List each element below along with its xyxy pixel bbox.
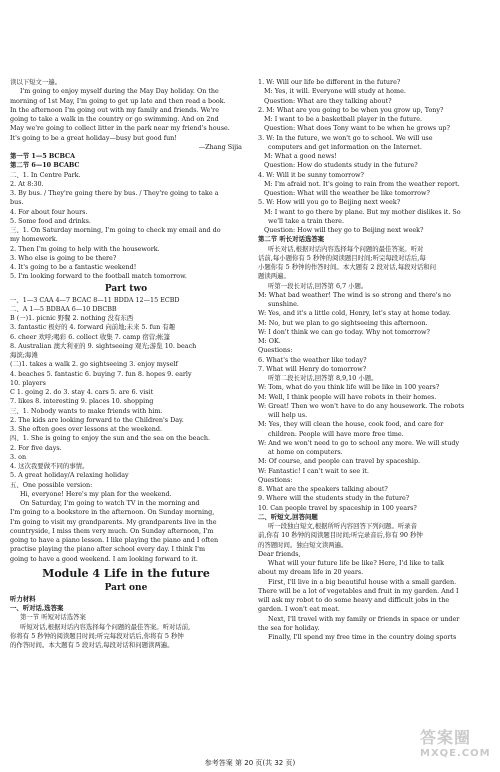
text-line: 8. What are the speakers talking about? xyxy=(258,485,388,493)
page-footer: 参考答案 第 20 页(共 32 页) xyxy=(204,759,296,767)
text-line: bus. xyxy=(10,198,24,207)
text-line: 听第二段长对话,回答第 8,9,10 小题。 xyxy=(268,374,378,382)
text-line: I'm going to visit my grandparents. My grandparents live in the xyxy=(10,517,217,526)
text-line: First, I'll live in a big beautiful house with a small garden. xyxy=(268,577,457,586)
text-line: 4. It's going to be a fantastic weekend! xyxy=(10,263,137,271)
module-heading: Module 4 Life in the future xyxy=(42,566,210,580)
text-line: Question: How will they go to Beijing next week? xyxy=(264,226,424,234)
text-line: 4. For about four hours. xyxy=(10,207,88,216)
text-line: 4. W: Will it be sunny tomorrow? xyxy=(258,170,364,179)
text-line: 5. W: How will you go to Beijing next week? xyxy=(258,198,401,207)
right-column xyxy=(258,78,490,642)
text-line: Finally, I'll spend my free time in the country doing sports xyxy=(268,633,457,641)
text-line: M: Well, I think people will have robots in their homes. xyxy=(258,392,437,401)
text-line: 2. The kids are looking forward to the Children's Day. xyxy=(10,415,184,424)
text-line: 你将有 5 秒钟的阅读题目时间;听完每段对话后,你将有 5 秒钟 xyxy=(10,631,184,640)
text-line: computers and get information on the Internet. xyxy=(268,142,422,151)
text-line: 小题你有 5 秒钟的作答时间。本大题有 2 段对话,每段对话和问 xyxy=(258,263,437,271)
text-line: 2. For five days. xyxy=(10,443,62,452)
text-line: 三、1. On Saturday morning, I'm going to check my email and do xyxy=(10,226,221,234)
text-line: 10. players xyxy=(10,378,46,387)
text-line: 的答题时间。独白短文读两遍。 xyxy=(258,540,348,549)
text-line: 3. W: In the future, we won't go to school. We will use xyxy=(258,133,433,142)
text-line: M: I'm afraid not. It's going to rain from the weather report. xyxy=(264,179,460,188)
text-line: Next, I'll travel with my family or friends in space or under xyxy=(268,614,460,623)
text-line: Dear friends, xyxy=(258,549,301,558)
text-line: 听短对话,根据对话内容选择每个问题的最佳答案。听对话前, xyxy=(20,622,191,631)
text-line: 一、听对话,选答案 xyxy=(10,604,64,612)
text-line: 三、1. Nobody wants to make friends with him. xyxy=(10,406,163,415)
text-line: —Zhang Sijia xyxy=(198,142,242,151)
text-line: 2. M: What are you going to be when you grow up, Tony? xyxy=(258,105,444,114)
text-line: 6. What's the weather like today? xyxy=(258,355,367,364)
text-line: M: I want to be a basketball player in the future. xyxy=(264,115,423,123)
text-line: 听一段独白短文,根据所听内容回答下列问题。听录音 xyxy=(268,522,418,530)
text-line: What will your future life be like? Here, I'd like to talk xyxy=(268,559,444,567)
text-line: my homework. xyxy=(10,235,58,244)
text-line: 3. She often goes over lessons at the weekend. xyxy=(10,425,162,433)
text-line: 5. Some food and drinks. xyxy=(10,216,91,225)
text-line: morning of 1st May, I'm going to get up late and then read a book. xyxy=(10,96,226,105)
text-line: 8. Australian 澳大利亚的 9. sightseeing 观光;游览 10. beach xyxy=(10,341,197,350)
text-line: M: No, but we plan to go sightseeing this afternoon. xyxy=(258,318,428,327)
text-line: 3. fantastic 极好的 4. forward 向前地;未来 5. fun 有趣 xyxy=(10,323,176,332)
text-line: 第一节 听短对话选答案 xyxy=(20,613,86,622)
text-line: 一、1—3 CAA 4—7 BCAC 8—11 BDDA 12—15 ECBD xyxy=(10,295,180,304)
text-line: May we're going to collect litter in the park near my friend's house. xyxy=(10,124,230,133)
text-line: 5. A great holiday/A relaxing holiday xyxy=(10,471,129,480)
text-line: 读以下短文一遍。 xyxy=(10,78,62,86)
text-line: M: What bad weather! The wind is so strong and there's no xyxy=(258,290,451,299)
part-heading: Part two xyxy=(104,283,148,294)
text-line: I'm going to a bookstore in the afternoon. On Sunday morning, xyxy=(10,508,215,517)
text-line: M: What a good news! xyxy=(264,152,337,160)
text-line: 听力材料 xyxy=(10,594,36,603)
text-line: 听长对话,根据对话内容选择每个问题的最佳答案。听对 xyxy=(268,244,424,253)
text-line: 1. W: Will our life be different in the future? xyxy=(258,78,401,86)
text-line: 4. beaches 5. fantastic 6. buying 7. fun 8. hopes 9. early xyxy=(10,369,192,378)
text-line: 2. At 8:30. xyxy=(10,179,44,188)
text-line: 四、1. She is going to enjoy the sun and the sea on the beach. xyxy=(10,434,210,443)
text-line: 3. Who else is going to be there? xyxy=(10,253,117,262)
text-line: 二、听短文,回答问题 xyxy=(258,512,318,521)
text-line: 第一节 1—5 BCBCA xyxy=(10,152,76,160)
text-line: Question: What are they talking about? xyxy=(264,96,392,105)
text-line: 听第一段长对话,回答第 6,7 小题。 xyxy=(268,281,368,290)
watermark-url: MXQE.COM xyxy=(420,748,491,759)
text-line: M: Yes, it will. Everyone will study at home. xyxy=(264,87,406,96)
text-line: sunshine. xyxy=(268,300,299,308)
text-line: 3. By bus. / They're going there by bus. / They're going to take a xyxy=(10,189,219,197)
text-line: will help us. xyxy=(268,411,308,419)
text-line: 二、1. In Centre Park. xyxy=(10,170,81,179)
text-line: 第二节 听长对话选答案 xyxy=(258,235,325,244)
text-line: M: Yes, they will clean the house, cook food, and care for xyxy=(258,420,444,429)
text-line: There will be a lot of vegetables and fruit in my garden. And I xyxy=(258,586,459,595)
text-line: Question: What will the weather be like tomorrow? xyxy=(264,189,430,197)
text-line: practise playing the piano after school every day. I think I'm xyxy=(10,545,206,554)
text-line: C 1. going 2. do 3. stay 4. cars 5. are 6. visit xyxy=(10,388,154,396)
text-line: Questions: xyxy=(258,346,293,355)
text-line: 9. Where will the students study in the future? xyxy=(258,494,410,503)
text-line: W: I don't think we can go today. Why not tomorrow? xyxy=(258,327,430,336)
text-line: children. People will have more free time. xyxy=(268,429,404,438)
text-line: will ask my robot to do some heavy and difficult jobs in the xyxy=(258,596,450,604)
text-line: It's going to be a great holiday—busy but good fun! xyxy=(10,133,177,142)
text-line: 3. on xyxy=(10,452,27,461)
answer-key-page xyxy=(10,78,490,754)
text-line: M: I want to go there by plane. But my mother dislikes it. So xyxy=(264,207,461,216)
text-line: 5. I'm looking forward to the football match tomorrow. xyxy=(10,272,187,281)
text-line: garden. I won't eat meat. xyxy=(258,605,340,614)
text-line: 五、One possible version: xyxy=(10,480,93,489)
text-line: going to have a piano lesson. I like playing the piano and I often xyxy=(10,536,219,544)
watermark-logo xyxy=(420,728,500,772)
text-line: W: And we won't need to go to school any more. We will study xyxy=(258,438,460,447)
text-line: 4. 这次我要做不同的事情。 xyxy=(10,462,89,470)
text-line: Hi, everyone! Here's my plan for the weekend. xyxy=(20,489,172,498)
text-line: 7. What will Henry do tomorrow? xyxy=(258,364,367,373)
text-line: B (一)1. picnic 野餐 2. nothing 没有东西 xyxy=(10,314,134,322)
text-line: W: Fantastic! I can't wait to see it. xyxy=(258,466,369,475)
text-line: 二、A 1—5 BDBAA 6—10 DBCBB xyxy=(10,304,117,313)
text-line: Questions: xyxy=(258,475,293,484)
part-heading: Part one xyxy=(104,582,148,593)
left-column xyxy=(10,78,242,650)
text-line: 2. Then I'm going to help with the housework. xyxy=(10,244,160,253)
watermark-text: 答案圈 xyxy=(420,728,472,747)
text-line: about my dream life in 20 years. xyxy=(258,568,364,577)
text-line: M: Of course, and people can travel by spaceship. xyxy=(258,457,421,466)
text-line: 前,你有 10 秒钟的阅读题目时间;听完录音后,你有 90 秒钟 xyxy=(258,531,423,540)
text-line: 题读两遍。 xyxy=(258,272,290,281)
text-line: In the afternoon I'm going out with my family and friends. We're xyxy=(10,105,220,114)
text-line: 7. likes 8. interesting 9. places 10. shopping xyxy=(10,397,154,406)
text-line: we'll take a train there. xyxy=(268,216,344,225)
text-line: 第二节 6—10 BCABC xyxy=(10,161,80,170)
text-line: 10. Can people travel by spaceship in 100 years? xyxy=(258,503,417,512)
text-line: Question: What does Tony want to be when he grows up? xyxy=(264,124,450,133)
text-line: Question: How do students study in the future? xyxy=(264,161,418,170)
text-line: On Saturday, I'm going to watch TV in the morning and xyxy=(20,499,200,507)
text-line: at home on computers. xyxy=(268,448,343,456)
text-line: W: Yes, and it's a little cold, Henry, let's stay at home today. xyxy=(258,309,451,318)
text-line: (二)1. takes a walk 2. go sightseeing 3. enjoy myself xyxy=(10,360,178,369)
text-line: countryside, I miss them very much. On Sunday afternoon, I'm xyxy=(10,526,214,535)
text-line: 的作答时间。本大题有 5 段对话,每段对话和问题读两遍。 xyxy=(10,641,174,649)
text-line: W: Great! Then we won't have to do any housework. The robots xyxy=(258,401,465,410)
text-line: the sea for holiday. xyxy=(258,623,320,632)
text-line: going to take a walk in the country or go swimming. And on 2nd xyxy=(10,115,219,123)
text-line: 话前,每小题你有 5 秒钟的阅读题目时间;听完每段对话后,每 xyxy=(258,253,426,262)
text-line: M: OK. xyxy=(258,337,281,345)
text-line: I'm going to enjoy myself during the May Day holiday. On the xyxy=(20,87,219,96)
text-line: 海滨;海滩 xyxy=(10,351,38,359)
text-line: W: Tom, what do you think life will be like in 100 years? xyxy=(258,383,440,392)
text-line: 6. cheer 欢呼;喝彩 6. collect 收集 7. camp 宿营;帐篷 xyxy=(10,332,171,341)
text-line: going to have a good weekend. I am looking forward to it. xyxy=(10,554,198,563)
